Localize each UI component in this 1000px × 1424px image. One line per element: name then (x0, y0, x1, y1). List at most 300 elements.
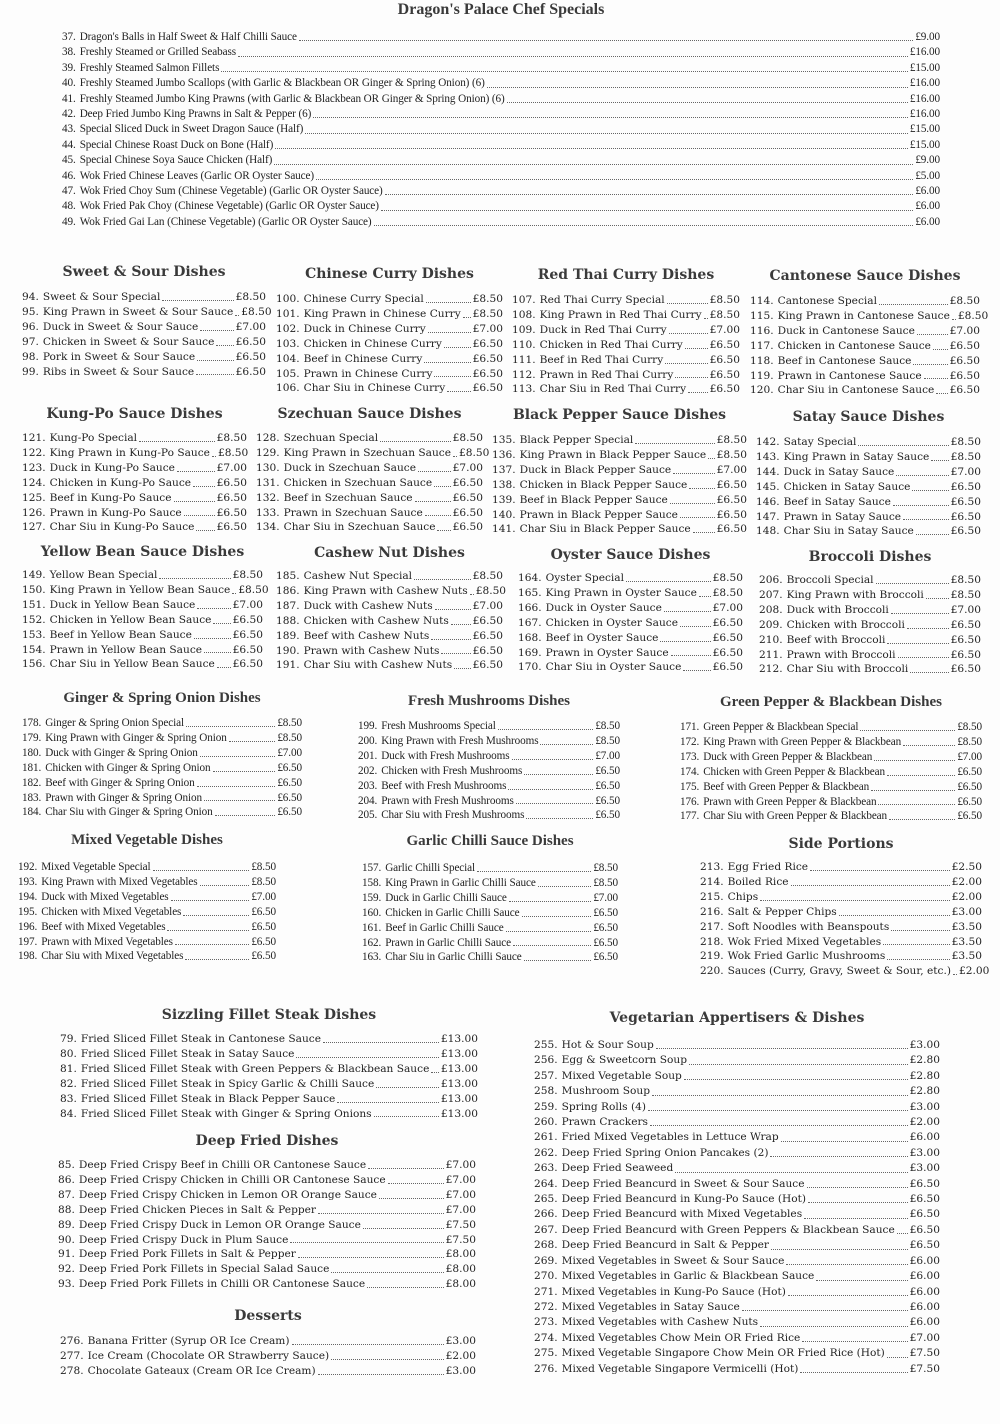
item-number: 273. (534, 1316, 558, 1329)
menu-item (358, 779, 620, 794)
item-number: 262. (534, 1146, 558, 1159)
dot-leader (215, 815, 276, 816)
dot-leader (204, 652, 231, 653)
menu-item (756, 480, 981, 495)
menu-item-list (358, 719, 620, 823)
menu-item (759, 588, 981, 603)
item-name: Prawn in Oyster Sauce (545, 646, 669, 659)
section-title: Vegetarian Appertisers & Dishes (609, 1010, 865, 1026)
menu-item (62, 45, 940, 60)
item-number: 263. (534, 1162, 558, 1175)
menu-item (518, 571, 743, 586)
item-number: 276. (60, 1335, 84, 1347)
item-number: 259. (534, 1100, 558, 1113)
item-price: £6.50 (949, 354, 980, 367)
dot-leader (139, 441, 215, 442)
item-name: Freshly Steamed Salmon Fillets (79, 61, 220, 74)
dot-leader (689, 1064, 908, 1065)
dot-leader (912, 490, 948, 491)
item-price: £6.50 (950, 525, 981, 538)
menu-item (276, 599, 503, 614)
item-price: £6.50 (452, 521, 483, 534)
item-price: £8.50 (251, 875, 276, 888)
item-number: 92. (58, 1263, 75, 1276)
menu-item-list (750, 294, 989, 398)
item-name: Deep Fried Crispy Duck in Plum Sauce (78, 1233, 289, 1246)
dot-leader (426, 302, 471, 303)
menu-item (680, 765, 982, 780)
menu-item-list (756, 435, 981, 539)
item-name: King Prawn in Cantonese Sauce (777, 309, 950, 322)
item-name: Green Pepper & Blackbean Special (703, 721, 859, 733)
dot-leader (298, 1257, 444, 1258)
menu-item (22, 491, 247, 506)
menu-item (58, 1262, 476, 1277)
item-name: Duck with Fresh Mushrooms (381, 749, 510, 762)
item-number: 38. (62, 46, 76, 59)
item-name: Deep Fried Beancurd in Kung-Po Sauce (Hot) (561, 1193, 806, 1206)
dot-leader (507, 102, 908, 103)
item-price: £8.50 (593, 876, 618, 889)
menu-item (358, 808, 620, 823)
item-name: Beef in Black Pepper Sauce (519, 493, 668, 506)
dot-leader (463, 317, 471, 318)
dot-leader (508, 789, 593, 790)
dot-leader (470, 594, 474, 595)
dot-leader (194, 638, 231, 639)
item-number: 193. (18, 875, 38, 888)
item-number: 211. (759, 648, 783, 661)
menu-item-list (22, 568, 269, 672)
item-price: £7.50 (909, 1347, 940, 1360)
menu-item (492, 508, 747, 523)
menu-item (60, 1032, 478, 1047)
dot-leader (704, 318, 708, 319)
item-price: £6.00 (915, 185, 940, 198)
item-name: Wok Fried Choy Sum (Chinese Vegetable) (Garlic OR Oyster Sauce) (79, 185, 383, 198)
menu-item (276, 322, 503, 337)
menu-item-list (276, 292, 503, 396)
item-price: £8.50 (593, 862, 618, 874)
item-number: 81. (60, 1062, 77, 1075)
item-price: £6.00 (909, 1254, 940, 1267)
dot-leader (216, 345, 233, 346)
item-name: Beef in Cantonese Sauce (777, 354, 912, 367)
item-number: 144. (756, 465, 780, 478)
menu-item-list (62, 30, 940, 230)
menu-item (492, 433, 747, 448)
item-name: Chocolate Gateaux (Cream OR Ice Cream) (87, 1364, 316, 1377)
dot-leader (879, 304, 948, 305)
item-number: 40. (62, 77, 76, 90)
item-price: £2.80 (909, 1085, 940, 1098)
item-name: Mixed Vegetable Special (41, 861, 151, 873)
section-desserts (60, 1306, 476, 1379)
item-number: 218. (700, 935, 724, 948)
item-name: Prawn with Fresh Mushrooms (381, 794, 514, 807)
item-number: 156. (22, 658, 46, 671)
item-number: 110. (512, 338, 536, 351)
item-number: 212. (759, 663, 783, 676)
menu-item-list (680, 720, 982, 824)
dot-leader (669, 333, 708, 334)
item-name: Black Pepper Special (519, 434, 634, 446)
section-title: Desserts (234, 1308, 302, 1324)
item-number: 89. (58, 1218, 75, 1231)
item-name: Char Siu in Kung-Po Sauce (49, 521, 195, 534)
menu-item (759, 603, 981, 618)
item-price: £3.50 (951, 950, 982, 963)
menu-item (534, 1161, 940, 1176)
dot-leader (936, 393, 947, 394)
dot-leader (153, 870, 250, 871)
dot-leader (675, 377, 707, 378)
item-number: 208. (759, 603, 783, 616)
item-number: 93. (58, 1278, 75, 1291)
item-name: Garlic Chilli Special (385, 862, 476, 874)
item-name: Prawn in Garlic Chilli Sauce (385, 936, 512, 949)
menu-item (534, 1238, 940, 1253)
item-price: £7.00 (445, 1203, 476, 1216)
item-number: 84. (60, 1107, 77, 1120)
item-name: Beef in Garlic Chilli Sauce (385, 921, 504, 934)
item-price: £7.00 (452, 461, 483, 474)
dot-leader (313, 117, 908, 118)
item-name: King Prawn in Kung-Po Sauce (49, 446, 210, 459)
item-number: 219. (700, 950, 724, 963)
item-number: 147. (756, 510, 780, 523)
section-deep-fried (58, 1131, 476, 1292)
menu-item (22, 776, 302, 791)
item-name: Mixed Vegetables with Cashew Nuts (561, 1316, 759, 1329)
item-name: Deep Fried Beancurd in Sweet & Sour Sauce (561, 1177, 805, 1190)
dot-leader (871, 790, 955, 791)
item-number: 260. (534, 1116, 558, 1129)
item-name: Chicken with Broccoli (786, 618, 905, 631)
item-number: 125. (22, 491, 46, 504)
dot-leader (200, 885, 250, 886)
menu-item (22, 746, 302, 761)
dot-leader (680, 626, 711, 627)
dot-leader (648, 1110, 908, 1111)
menu-item (700, 905, 982, 920)
item-name: Mixed Vegetables Chow Mein OR Fried Rice (561, 1331, 801, 1344)
dot-leader (858, 445, 948, 446)
item-name: Duck in Red Thai Curry (539, 323, 667, 336)
item-name: Chicken in Satay Sauce (783, 480, 911, 493)
menu-item (276, 381, 503, 396)
item-number: 123. (22, 461, 46, 474)
menu-item-list (22, 716, 302, 820)
menu-item (22, 350, 266, 365)
item-number: 88. (58, 1203, 75, 1216)
item-name: King Prawn in Oyster Sauce (545, 586, 697, 599)
item-price: £8.50 (716, 434, 747, 446)
item-price: £6.50 (251, 905, 276, 918)
dot-leader (953, 974, 957, 975)
menu-item (22, 613, 263, 628)
item-name: Yellow Bean Special (49, 569, 158, 581)
item-name: Ginger & Spring Onion Special (45, 717, 184, 729)
item-name: Freshly Steamed Jumbo Scallops (with Garlic & Blackbean OR Ginger & Spring Onion) (6) (79, 77, 485, 90)
item-price: £6.50 (472, 367, 503, 380)
dot-leader (878, 804, 955, 805)
menu-item-list (362, 861, 618, 965)
item-number: 216. (700, 905, 724, 918)
item-price: £7.00 (251, 890, 276, 903)
item-price: £8.00 (445, 1263, 476, 1276)
item-name: Prawn with Ginger & Spring Onion (45, 791, 203, 804)
item-name: Prawn with Cashew Nuts (303, 644, 440, 657)
menu-item (22, 643, 263, 658)
dot-leader (331, 1359, 444, 1360)
item-number: 184. (22, 806, 42, 819)
item-number: 164. (518, 572, 542, 584)
menu-item (22, 805, 302, 820)
item-number: 261. (534, 1131, 558, 1144)
menu-item (276, 569, 503, 584)
dot-leader (290, 1242, 443, 1243)
item-price: £7.00 (712, 601, 743, 614)
item-price: £7.00 (235, 320, 266, 333)
item-name: Chicken in Cantonese Sauce (777, 339, 931, 352)
item-number: 278. (60, 1364, 84, 1377)
item-name: Duck in Szechuan Sauce (283, 461, 417, 474)
item-name: Char Siu with Mixed Vegetables (41, 950, 184, 963)
menu-item (22, 446, 247, 461)
section-szechuan (256, 404, 490, 535)
dot-leader (185, 959, 249, 960)
menu-item-list (759, 573, 981, 677)
item-name: Chicken in Black Pepper Sauce (519, 478, 688, 491)
item-price: £7.00 (709, 323, 740, 336)
dot-leader (444, 347, 471, 348)
dot-leader (318, 1374, 444, 1375)
item-name: King Prawn in Black Pepper Sauce (519, 448, 707, 461)
item-price: £8.00 (445, 1278, 476, 1291)
menu-item (750, 309, 989, 324)
item-number: 197. (18, 935, 38, 948)
dot-leader (650, 1125, 908, 1126)
menu-item (680, 750, 982, 765)
dot-leader (513, 945, 591, 946)
item-name: Fried Sliced Fillet Steak with Green Peppers & Blackbean Sauce (80, 1062, 430, 1075)
item-name: Chicken in Sweet & Sour Sauce (42, 335, 215, 348)
menu-item (62, 92, 940, 107)
menu-item (358, 749, 620, 764)
item-number: 138. (492, 478, 516, 491)
item-number: 113. (512, 383, 536, 396)
item-number: 109. (512, 323, 536, 336)
dot-leader (693, 532, 715, 533)
menu-item (18, 920, 276, 935)
item-price: £9.00 (915, 154, 940, 167)
section-chinese-curry (276, 264, 503, 396)
item-price: £13.00 (440, 1092, 478, 1105)
section-title: Broccoli Dishes (808, 549, 932, 565)
menu-item (492, 463, 747, 478)
item-price: £6.50 (235, 350, 266, 363)
item-name: Char Siu in Oyster Sauce (545, 661, 682, 674)
menu-item (680, 780, 982, 795)
item-name: Oyster Special (545, 572, 624, 584)
dot-leader (435, 609, 471, 610)
item-price: £6.50 (950, 633, 981, 646)
menu-item-list (58, 1158, 476, 1292)
section-title: Black Pepper Sauce Dishes (512, 407, 727, 423)
dot-leader (522, 916, 592, 917)
dot-leader (933, 349, 948, 350)
item-number: 204. (358, 794, 378, 807)
item-number: 205. (358, 809, 378, 822)
dot-leader (441, 653, 470, 654)
menu-item (256, 446, 490, 461)
menu-item (62, 199, 940, 214)
dot-leader (323, 1042, 439, 1043)
item-number: 174. (680, 765, 700, 778)
menu-item (58, 1233, 476, 1248)
item-name: Prawn with Green Pepper & Blackbean (703, 795, 877, 808)
menu-item (700, 860, 982, 875)
dot-leader (800, 1372, 907, 1373)
menu-item-list (256, 431, 490, 535)
item-price: £6.50 (277, 806, 302, 819)
menu-item (276, 629, 503, 644)
dot-leader (232, 593, 236, 594)
item-name: Mixed Vegetables in Sweet & Sour Sauce (561, 1254, 785, 1267)
section-chef-specials (62, 0, 940, 230)
menu-item (22, 657, 263, 672)
item-number: 157. (362, 862, 382, 874)
item-name: Chicken in Kung-Po Sauce (49, 476, 192, 489)
section-title: Dragon's Palace Chef Specials (397, 1, 605, 18)
menu-item (62, 215, 940, 230)
item-name: Boiled Rice (727, 875, 789, 888)
dot-leader (376, 1087, 439, 1088)
dot-leader (379, 1198, 444, 1199)
item-price: £8.50 (957, 735, 982, 748)
menu-item (759, 618, 981, 633)
dot-leader (415, 501, 451, 502)
item-number: 171. (680, 721, 700, 733)
dot-leader (186, 726, 275, 727)
item-price: £8.50 (950, 588, 981, 601)
menu-item (22, 731, 302, 746)
item-price: £6.50 (251, 935, 276, 948)
item-name: Fried Sliced Fillet Steak in Satay Sauce (80, 1047, 295, 1060)
section-title: Cashew Nut Dishes (314, 545, 465, 561)
item-name: Wok Fried Mixed Vegetables (727, 935, 882, 948)
menu-item (18, 905, 276, 920)
menu-item (276, 644, 503, 659)
item-number: 148. (756, 525, 780, 538)
item-price: £6.50 (949, 384, 980, 397)
item-name: Deep Fried Spring Onion Pancakes (2) (561, 1146, 769, 1159)
item-number: 163. (362, 951, 382, 964)
item-number: 131. (256, 476, 280, 489)
item-price: £7.00 (216, 461, 247, 474)
dot-leader (174, 501, 215, 502)
item-name: Duck in Satay Sauce (783, 465, 895, 478)
menu-item (18, 949, 276, 964)
menu-item (492, 493, 747, 508)
item-name: Deep Fried Pork Fillets in Salt & Pepper (78, 1248, 296, 1261)
item-price: £6.50 (909, 1223, 940, 1236)
item-price: £6.50 (472, 337, 503, 350)
item-name: Prawn in Chinese Curry (303, 367, 433, 380)
item-name: Beef in Kung-Po Sauce (49, 491, 172, 504)
item-price: £6.50 (709, 368, 740, 381)
menu-item (512, 323, 740, 338)
dot-leader (788, 1295, 908, 1296)
item-name: Wok Fried Pak Choy (Chinese Vegetable) (Garlic OR Oyster Sauce) (79, 200, 379, 213)
item-name: Fried Mixed Vegetables in Lettuce Wrap (561, 1131, 779, 1144)
item-number: 220. (700, 965, 724, 978)
item-number: 185. (276, 570, 300, 582)
item-price: £6.50 (216, 506, 247, 519)
menu-item (256, 506, 483, 521)
item-name: Wok Fried Chinese Leaves (Garlic OR Oyster Sauce) (79, 169, 315, 182)
item-number: 175. (680, 780, 700, 793)
item-price: £8.50 (957, 309, 989, 322)
item-number: 200. (358, 734, 378, 747)
dot-leader (183, 915, 249, 916)
item-number: 99. (22, 365, 39, 378)
item-price: £7.00 (472, 599, 503, 612)
item-name: Fried Sliced Fillet Steak in Cantonese Sauce (80, 1033, 321, 1045)
menu-item (276, 337, 503, 352)
item-price: £8.50 (459, 446, 490, 459)
item-name: Mixed Vegetable Singapore Vermicelli (Hot) (561, 1362, 799, 1375)
item-name: King Prawn with Broccoli (786, 588, 924, 601)
item-name: Chicken in Garlic Chilli Sauce (385, 906, 520, 919)
menu-item (22, 461, 247, 476)
dot-leader (221, 71, 908, 72)
dot-leader (428, 332, 471, 333)
dot-leader (380, 441, 451, 442)
item-number: 142. (756, 436, 780, 448)
menu-item (62, 61, 940, 76)
dot-leader (802, 1341, 907, 1342)
dot-leader (652, 1095, 908, 1096)
item-name: Prawn in Satay Sauce (783, 510, 902, 523)
section-sizzling (60, 1005, 478, 1121)
item-number: 45. (62, 154, 76, 167)
item-price: £3.50 (951, 920, 982, 933)
item-price: £8.50 (217, 446, 249, 459)
dot-leader (512, 759, 594, 760)
item-price: £16.00 (909, 92, 940, 105)
item-number: 179. (22, 731, 42, 744)
item-name: Char Siu with Ginger & Spring Onion (45, 806, 213, 819)
menu-item (256, 431, 483, 446)
item-price: £8.50 (709, 294, 740, 306)
menu-item (362, 921, 618, 936)
item-number: 118. (750, 354, 774, 367)
dot-leader (786, 1264, 907, 1265)
item-price: £7.00 (472, 322, 503, 335)
menu-item (22, 628, 263, 643)
item-price: £6.50 (950, 495, 981, 508)
item-price: £6.50 (957, 810, 982, 823)
menu-item (518, 660, 743, 675)
item-number: 270. (534, 1270, 558, 1283)
item-number: 47. (62, 185, 76, 198)
dot-leader (437, 530, 450, 531)
item-name: Deep Fried Seaweed (561, 1162, 674, 1175)
item-number: 121. (22, 432, 46, 444)
menu-item (680, 720, 982, 735)
